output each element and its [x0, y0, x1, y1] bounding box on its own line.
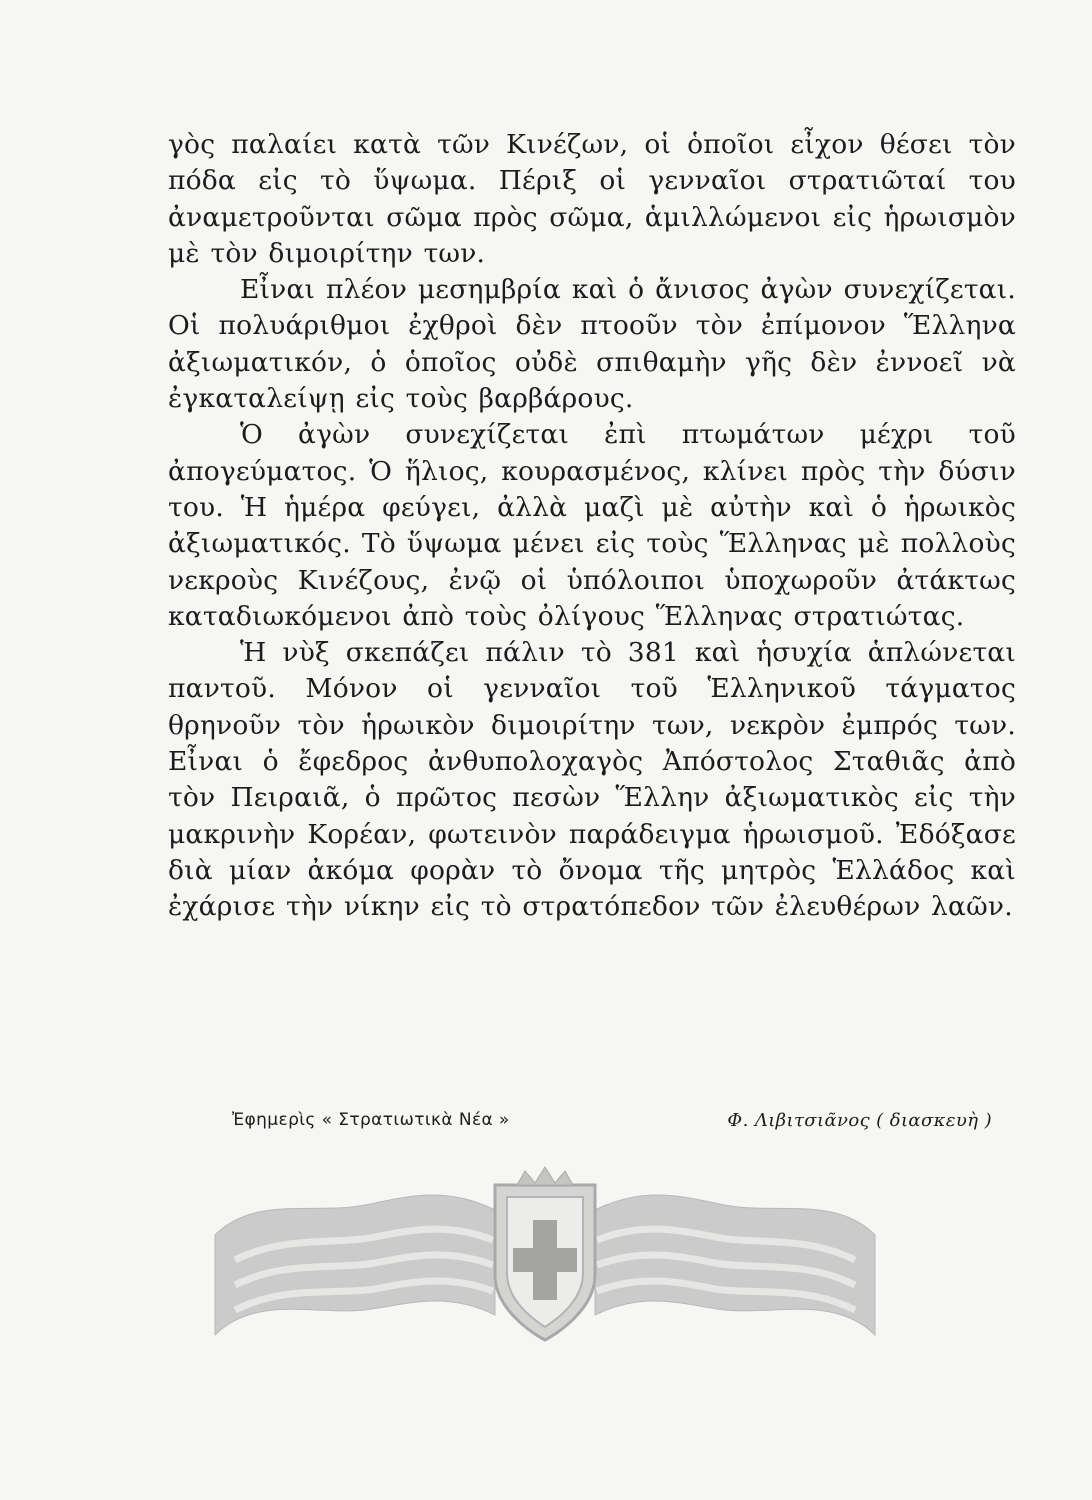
- paragraph-1: γὸς παλαίει κατὰ τῶν Κινέζων, οἱ ὁποῖοι εἶχον θέσει τὸν πόδα εἰς τὸ ὕψωμα. Πέριξ οἱ γενναῖοι στρατιῶταί του ἀναμετροῦνται σῶμα πρὸς σῶμα, ἁμιλλώμενοι εἰς ἡρωισμὸν μὲ τὸν διμοιρίτην των.: [168, 129, 1016, 269]
- source-credit: Ἐφημερὶς « Στρατιωτικὰ Νέα »: [232, 1110, 510, 1130]
- article-body: [168, 127, 1016, 926]
- greek-flags-cross-emblem-icon: [195, 1165, 895, 1345]
- paragraph-3: Ὁ ἀγὼν συνεχίζεται ἐπὶ πτωμάτων μέχρι τοῦ ἀπογεύματος. Ὁ ἥλιος, κουρασμένος, κλίνει πρὸς τὴν δύσιν του. Ἡ ἡμέρα φεύγει, ἀλλὰ μαζὶ μὲ αὐτὴν καὶ ὁ ἡρωικὸς ἀξιωματικός. Τὸ ὕψωμα μένει εἰς τοὺς Ἕλληνας μὲ πολλοὺς νεκροὺς Κινέζους, ἐνῷ οἱ ὑπόλοιποι ὑποχωροῦν ἀτάκτως καταδιωκόμενοι ἀπὸ τοὺς ὀλίγους Ἕλληνας στρατιώτας.: [168, 419, 1016, 632]
- author-credit: Φ. Λιβιτσιᾶνος ( διασκευὴ ): [727, 1110, 992, 1131]
- paragraph-2: Εἶναι πλέον μεσημβρία καὶ ὁ ἄνισος ἀγὼν συνεχίζεται. Οἱ πολυάριθμοι ἐχθροὶ δὲν πτοοῦν τὸν ἐπίμονον Ἕλληνα ἀξιωματικόν, ὁ ὁποῖος οὐδὲ σπιθαμὴν γῆς δὲν ἐννοεῖ νὰ ἐγκαταλείψῃ εἰς τοὺς βαρβάρους.: [168, 274, 1016, 415]
- paragraph-4: Ἡ νὺξ σκεπάζει πάλιν τὸ 381 καὶ ἡσυχία ἁπλώνεται παντοῦ. Μόνον οἱ γενναῖοι τοῦ Ἑλληνικοῦ τάγματος θρηνοῦν τὸν ἡρωικὸν διμοιρίτην των, νεκρὸν ἐμπρός των. Εἶναι ὁ ἔφεδρος ἀνθυπολοχαγὸς Ἀπόστολος Σταθιᾶς ἀπὸ τὸν Πειραιᾶ, ὁ πρῶτος πεσὼν Ἕλλην ἀξιωματικὸς εἰς τὴν μακρινὴν Κορέαν, φωτεινὸν παράδειγμα ἡρωισμοῦ. Ἐδόξασε διὰ μίαν ἀκόμα φορὰν τὸ ὄνομα τῆς μητρὸς Ἑλλάδος καὶ ἐχάρισε τὴν νίκην εἰς τὸ στρατόπεδον τῶν ἐλευθέρων λαῶν.: [168, 637, 1016, 923]
- article-footer: [232, 1110, 992, 1131]
